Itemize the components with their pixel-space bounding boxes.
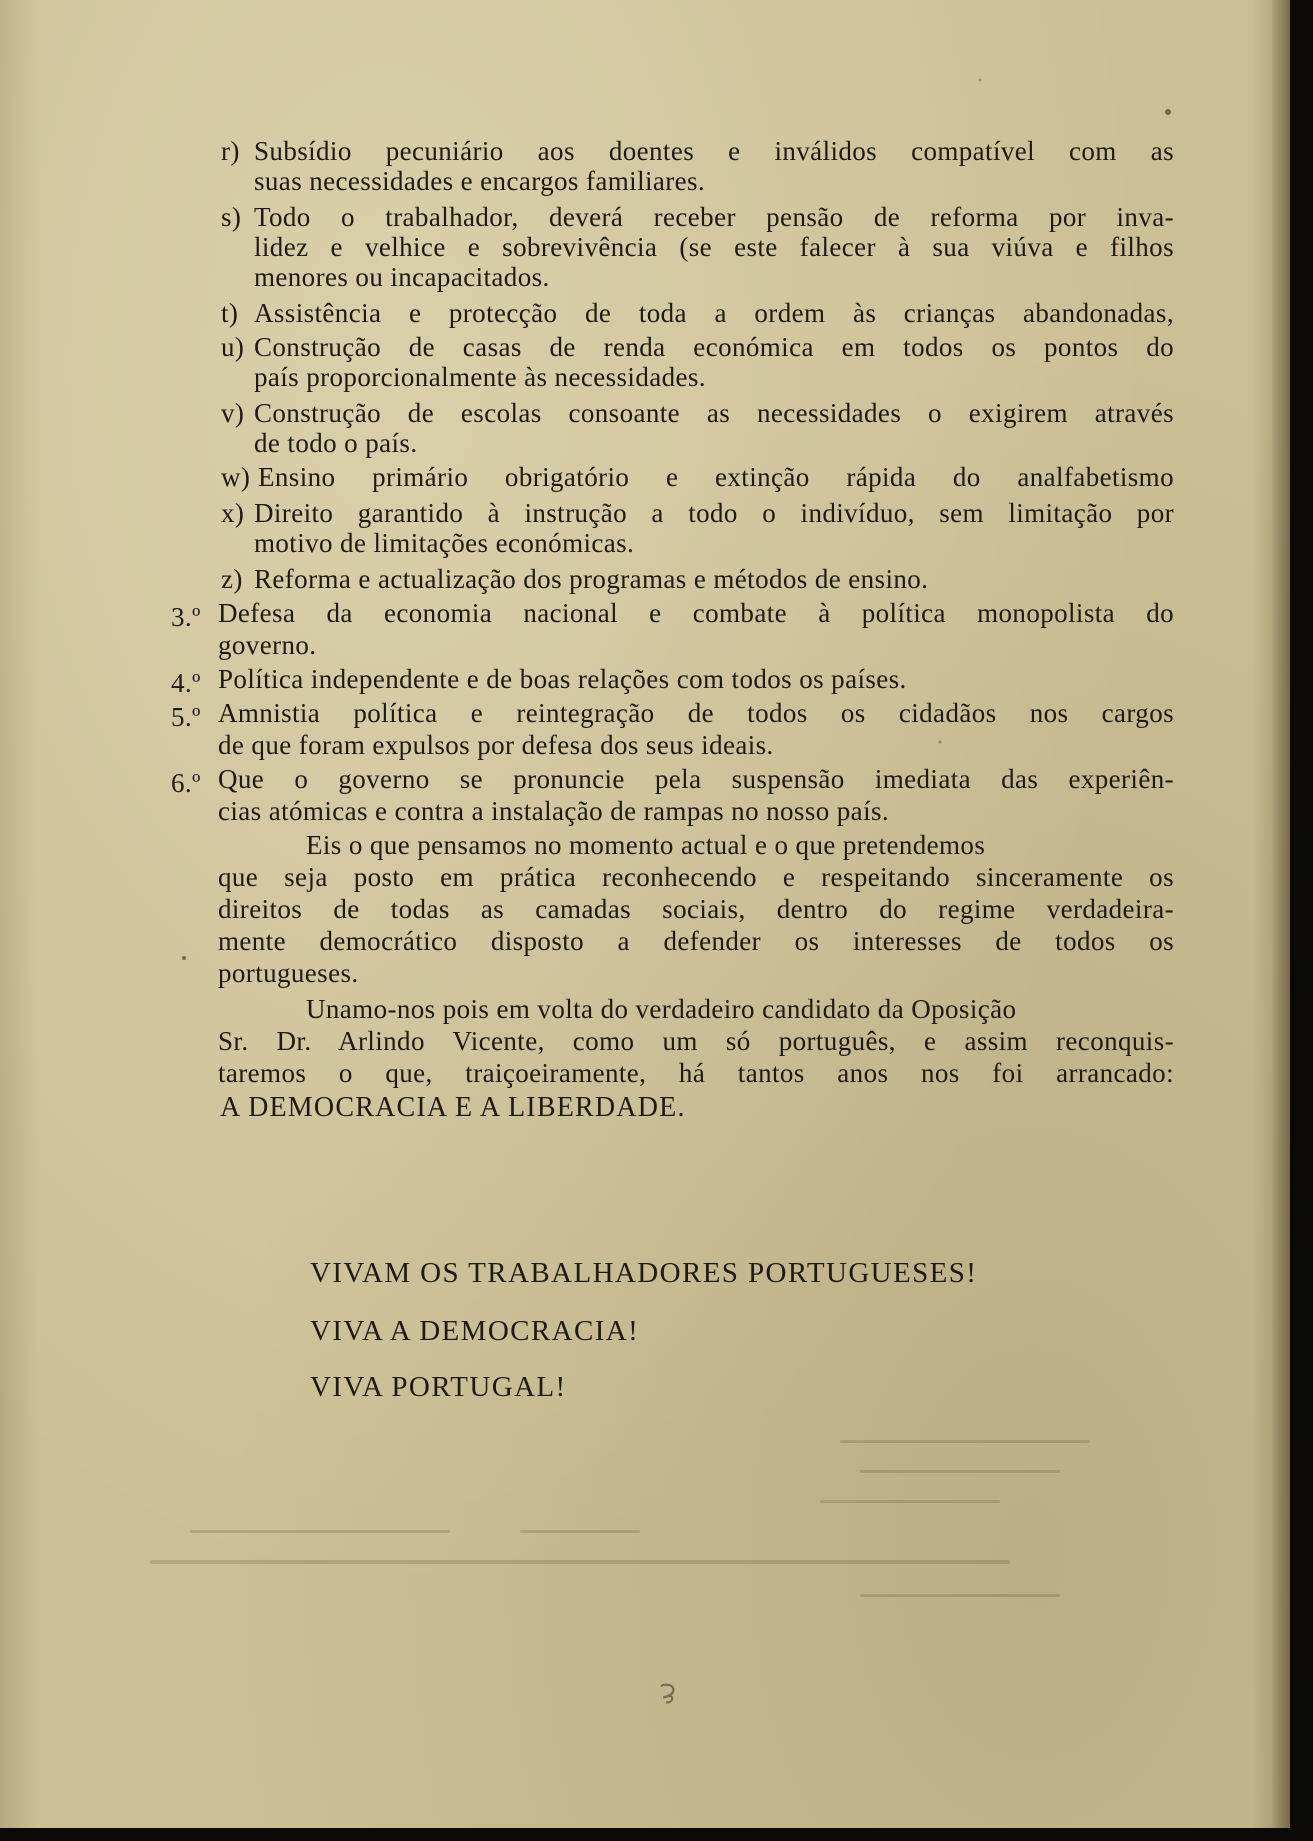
point-label: 4.º [171, 668, 201, 698]
point-line: Amnistia política e reintegração de todos os cidadãos nos cargos [218, 698, 1174, 728]
point-line: Defesa da economia nacional e combate à política monopolista do [218, 598, 1174, 628]
item-label: t) [221, 298, 239, 328]
point-label: 3.º [171, 602, 201, 632]
item-line: Subsídio pecuniário aos doentes e inválidos compatível com as [254, 136, 1174, 166]
item-label: z) [221, 564, 243, 594]
item-line: Direito garantido à instrução a todo o indivíduo, sem limitação por [254, 498, 1174, 528]
item-line: Assistência e protecção de toda a ordem às crianças abandonadas, [254, 298, 1174, 328]
item-label: s) [221, 202, 242, 232]
item-line: Ensino primário obrigatório e extinção rápida do analfabetismo [258, 462, 1174, 492]
svg-text:ع: ع [660, 1684, 676, 1713]
point-line: Política independente e de boas relações com todos os países. [218, 664, 907, 694]
paragraph-line: direitos de todas as camadas sociais, dentro do regime verdadeira- [218, 894, 1174, 924]
paragraph-line: Unamo-nos pois em volta do verdadeiro candidato da Oposição [306, 994, 1017, 1024]
item-line: menores ou incapacitados. [254, 262, 550, 292]
paragraph-line: taremos o que, traiçoeiramente, há tantos anos nos foi arrancado: [218, 1058, 1174, 1088]
item-label: v) [221, 398, 245, 428]
cheer-line: VIVA PORTUGAL! [310, 1371, 567, 1403]
scan-border [0, 1828, 1313, 1841]
item-line: de todo o país. [254, 428, 418, 458]
cheer-line: VIVA A DEMOCRACIA! [310, 1315, 640, 1347]
paragraph-line: Eis o que pensamos no momento actual e o que pretendemos [306, 830, 986, 860]
item-line: Reforma e actualização dos programas e métodos de ensino. [254, 564, 929, 594]
item-line: país proporcionalmente às necessidades. [254, 362, 706, 392]
point-line: de que foram expulsos por defesa dos seus ideais. [218, 730, 774, 760]
paragraph-line: portugueses. [218, 958, 359, 988]
point-label: 6.º [171, 768, 201, 798]
paragraph-line: que seja posto em prática reconhecendo e respeitando sinceramente os [218, 862, 1174, 892]
paragraph-line: Sr. Dr. Arlindo Vicente, como um só português, e assim reconquis- [218, 1026, 1174, 1056]
item-label: w) [221, 462, 251, 492]
item-label: r) [221, 136, 240, 166]
point-line: Que o governo se pronuncie pela suspensão imediata das experiên- [218, 764, 1174, 794]
item-label: u) [221, 332, 245, 362]
item-line: Construção de casas de renda económica em todos os pontos do [254, 332, 1174, 362]
item-line: Construção de escolas consoante as necessidades o exigirem através [254, 398, 1174, 428]
item-line: Todo o trabalhador, deverá receber pensão de reforma por inva- [254, 202, 1174, 232]
cheer-line: VIVAM OS TRABALHADORES PORTUGUESES! [310, 1257, 978, 1289]
point-line: governo. [218, 630, 317, 660]
item-line: suas necessidades e encargos familiares. [254, 166, 706, 196]
paragraph-line: mente democrático disposto a defender os interesses de todos os [218, 926, 1174, 956]
item-line: lidez e velhice e sobrevivência (se este falecer à sua viúva e filhos [254, 232, 1174, 262]
point-label: 5.º [171, 702, 201, 732]
closing-slogan: A DEMOCRACIA E A LIBERDADE. [220, 1092, 686, 1123]
item-line: motivo de limitações económicas. [254, 528, 635, 558]
point-line: cias atómicas e contra a instalação de rampas no nosso país. [218, 796, 890, 826]
item-label: x) [221, 498, 245, 528]
